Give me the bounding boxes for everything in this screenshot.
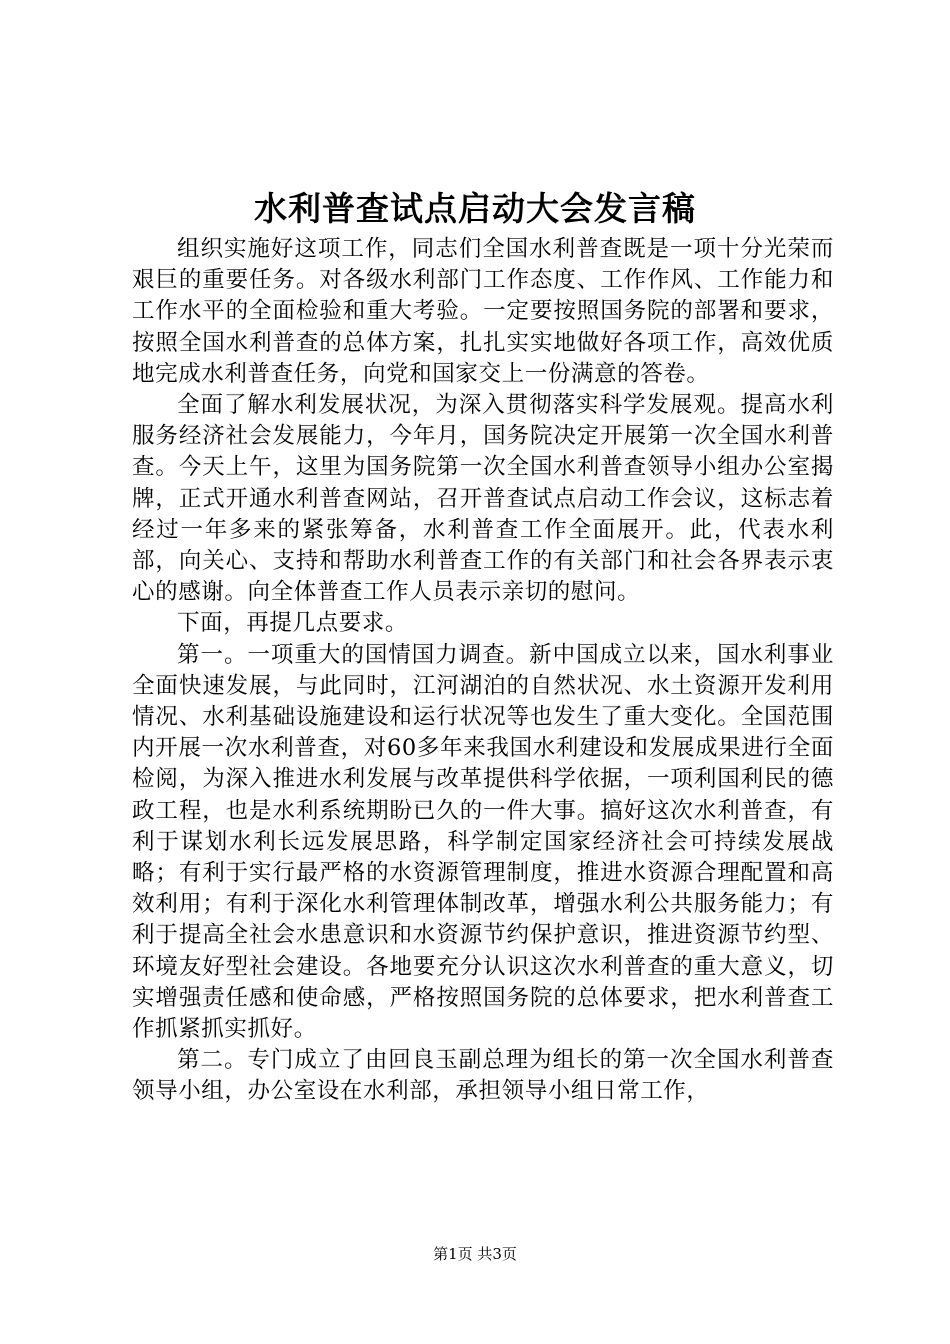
page-number-footer: 第1页 共3页	[433, 1245, 517, 1263]
paragraph-4: 第一。一项重大的国情国力调查。新中国成立以来，国水利事业全面快速发展，与此同时，江河湖泊的自然状况、水土资源开发利用情况、水利基础设施建设和运行状况等也发生了重大变化。全国范围内开展一次水利普查，对60多年来我国水利建设和发展成果进行全面检阅，为深入推进水利发展与改革提供科学依据，一项利国利民的德政工程，也是水利系统期盼已久的一件大事。搞好这次水利普查，有利于谋划水利长远发展思路，科学制定国家经济社会可持续发展战略；有利于实行最严格的水资源管理制度，推进水资源合理配置和高效利用；有利于深化水利管理体制改革，增强水利公共服务能力；有利于提高全社会水患意识和水资源节约保护意识，推进资源节约型、环境友好型社会建设。各地要充分认识这次水利普查的重大意义，切实增强责任感和使命感，严格按照国务院的总体要求，把水利普查工作抓紧抓实抓好。	[132, 641, 834, 1043]
document-title: 水利普查试点启动大会发言稿	[254, 189, 696, 228]
paragraph-3: 下面，再提几点要求。	[177, 610, 409, 637]
paragraph-2: 全面了解水利发展状况，为深入贯彻落实科学发展观。提高水利服务经济社会发展能力，今年月，国务院决定开展第一次全国水利普查。今天上午，这里为国务院第一次全国水利普查领导小组办公室揭牌，正式开通水利普查网站，召开普查试点启动工作会议，这标志着经过一年多来的紧张筹备，水利普查工作全面展开。此，代表水利部，向关心、支持和帮助水利普查工作的有关部门和社会各界表示衷心的感谢。向全体普查工作人员表示亲切的慰问。	[132, 392, 834, 606]
paragraph-5: 第二。专门成立了由回良玉副总理为组长的第一次全国水利普查领导小组，办公室设在水利部，承担领导小组日常工作，	[132, 1047, 834, 1105]
paragraph-1: 组织实施好这项工作，同志们全国水利普查既是一项十分光荣而艰巨的重要任务。对各级水利部门工作态度、工作作风、工作能力和工作水平的全面检验和重大考验。一定要按照国务院的部署和要求，按照全国水利普查的总体方案，扎扎实实地做好各项工作，高效优质地完成水利普查任务，向党和国家交上一份满意的答卷。	[132, 236, 834, 387]
document-body	[132, 234, 834, 1108]
